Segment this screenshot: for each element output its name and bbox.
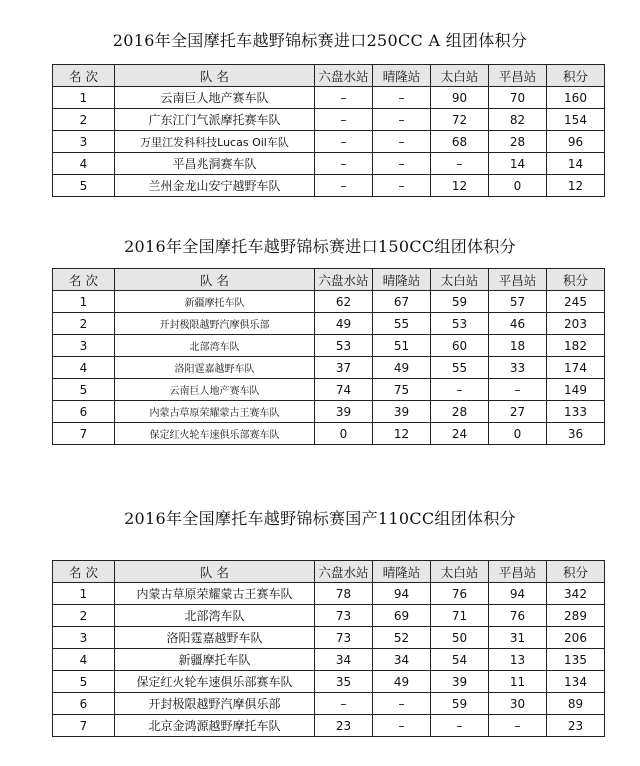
header-rank: 名 次 [53, 269, 115, 291]
table-1-title: 2016年全国摩托车越野锦标赛进口250CC A 组团体积分 [112, 31, 528, 50]
score-cell: 73 [315, 627, 373, 649]
table-row [53, 693, 605, 715]
score-cell: 14 [489, 153, 547, 175]
score-cell: 0 [315, 423, 373, 445]
table-1-header-row [53, 65, 605, 87]
rank-cell: 5 [53, 175, 115, 197]
score-cell: 59 [431, 291, 489, 313]
team-cell: 万里江发科科技Lucas Oil车队 [115, 131, 315, 153]
table-row [53, 671, 605, 693]
score-cell: 12 [431, 175, 489, 197]
table-row [53, 605, 605, 627]
rank-cell: 5 [53, 379, 115, 401]
score-cell: 57 [489, 291, 547, 313]
rank-cell: 1 [53, 583, 115, 605]
header-liupanshui: 六盘水站 [315, 269, 373, 291]
header-taibai: 太白站 [431, 561, 489, 583]
total-cell: 160 [547, 87, 605, 109]
team-cell: 开封极限越野汽摩俱乐部 [115, 313, 315, 335]
score-cell: 55 [431, 357, 489, 379]
score-cell: 74 [315, 379, 373, 401]
team-cell: 兰州金龙山安宁越野车队 [115, 175, 315, 197]
rank-cell: 2 [53, 109, 115, 131]
rank-cell: 5 [53, 671, 115, 693]
team-cell: 开封极限越野汽摩俱乐部 [115, 693, 315, 715]
header-pingchang: 平昌站 [489, 269, 547, 291]
score-cell: 28 [489, 131, 547, 153]
header-taibai: 太白站 [431, 269, 489, 291]
score-cell: 23 [315, 715, 373, 737]
table-row [53, 401, 605, 423]
team-cell: 内蒙古草原荣耀蒙古王赛车队 [115, 401, 315, 423]
header-liupanshui: 六盘水站 [315, 561, 373, 583]
table-row [53, 153, 605, 175]
header-team: 队 名 [115, 561, 315, 583]
team-cell: 新疆摩托车队 [115, 291, 315, 313]
rank-cell: 3 [53, 131, 115, 153]
header-rank: 名 次 [53, 65, 115, 87]
score-cell: 59 [431, 693, 489, 715]
score-cell: 76 [489, 605, 547, 627]
score-cell: 31 [489, 627, 547, 649]
total-cell: 154 [547, 109, 605, 131]
score-cell: 68 [431, 131, 489, 153]
score-cell: – [315, 131, 373, 153]
table-row [53, 87, 605, 109]
score-cell: 34 [315, 649, 373, 671]
score-cell: 90 [431, 87, 489, 109]
rank-cell: 1 [53, 87, 115, 109]
score-cell: 55 [373, 313, 431, 335]
team-cell: 新疆摩托车队 [115, 649, 315, 671]
score-cell: 0 [489, 175, 547, 197]
header-pingchang: 平昌站 [489, 561, 547, 583]
score-cell: 12 [373, 423, 431, 445]
header-qinglong: 晴隆站 [373, 269, 431, 291]
total-cell: 174 [547, 357, 605, 379]
rank-cell: 6 [53, 401, 115, 423]
score-cell: 49 [373, 357, 431, 379]
score-cell: 13 [489, 649, 547, 671]
total-cell: 342 [547, 583, 605, 605]
score-cell: 82 [489, 109, 547, 131]
table-2 [52, 268, 605, 445]
score-cell: – [373, 131, 431, 153]
score-cell: – [431, 715, 489, 737]
score-cell: – [315, 87, 373, 109]
team-cell: 北部湾车队 [115, 605, 315, 627]
score-cell: – [373, 153, 431, 175]
score-cell: 54 [431, 649, 489, 671]
score-cell: 27 [489, 401, 547, 423]
score-cell: 39 [373, 401, 431, 423]
score-cell: 75 [373, 379, 431, 401]
table-row [53, 291, 605, 313]
score-cell: 52 [373, 627, 431, 649]
header-taibai: 太白站 [431, 65, 489, 87]
score-cell: 67 [373, 291, 431, 313]
score-cell: 51 [373, 335, 431, 357]
header-liupanshui: 六盘水站 [315, 65, 373, 87]
table-3 [52, 560, 605, 737]
score-cell: 78 [315, 583, 373, 605]
rank-cell: 4 [53, 153, 115, 175]
header-total: 积分 [547, 65, 605, 87]
header-qinglong: 晴隆站 [373, 65, 431, 87]
rank-cell: 6 [53, 693, 115, 715]
table-row [53, 627, 605, 649]
score-cell: 33 [489, 357, 547, 379]
team-cell: 广东江门气派摩托赛车队 [115, 109, 315, 131]
team-cell: 北京金鸿源越野摩托车队 [115, 715, 315, 737]
total-cell: 133 [547, 401, 605, 423]
header-pingchang: 平昌站 [489, 65, 547, 87]
total-cell: 14 [547, 153, 605, 175]
table-row [53, 131, 605, 153]
score-cell: 39 [431, 671, 489, 693]
score-cell: 71 [431, 605, 489, 627]
score-cell: – [315, 153, 373, 175]
total-cell: 89 [547, 693, 605, 715]
team-cell: 云南巨人地产赛车队 [115, 379, 315, 401]
header-qinglong: 晴隆站 [373, 561, 431, 583]
total-cell: 245 [547, 291, 605, 313]
table-row [53, 313, 605, 335]
score-cell: 70 [489, 87, 547, 109]
team-cell: 北部湾车队 [115, 335, 315, 357]
total-cell: 23 [547, 715, 605, 737]
table-row [53, 109, 605, 131]
score-cell: 50 [431, 627, 489, 649]
rank-cell: 7 [53, 715, 115, 737]
table-row [53, 715, 605, 737]
score-cell: 28 [431, 401, 489, 423]
table-row [53, 335, 605, 357]
score-cell: 39 [315, 401, 373, 423]
table-2-header-row [53, 269, 605, 291]
team-cell: 内蒙古草原荣耀蒙古王赛车队 [115, 583, 315, 605]
table-3-header-row [53, 561, 605, 583]
team-cell: 洛阳霆嘉越野车队 [115, 627, 315, 649]
header-total: 积分 [547, 561, 605, 583]
rank-cell: 1 [53, 291, 115, 313]
rank-cell: 3 [53, 627, 115, 649]
score-cell: 49 [315, 313, 373, 335]
rank-cell: 7 [53, 423, 115, 445]
rank-cell: 4 [53, 649, 115, 671]
total-cell: 12 [547, 175, 605, 197]
total-cell: 206 [547, 627, 605, 649]
score-cell: – [431, 379, 489, 401]
score-cell: – [373, 715, 431, 737]
score-cell: 69 [373, 605, 431, 627]
header-team: 队 名 [115, 269, 315, 291]
table-2-title: 2016年全国摩托车越野锦标赛进口150CC组团体积分 [124, 237, 516, 256]
score-cell: 35 [315, 671, 373, 693]
score-cell: 53 [431, 313, 489, 335]
score-cell: – [431, 153, 489, 175]
score-cell: 76 [431, 583, 489, 605]
score-cell: 18 [489, 335, 547, 357]
score-cell: – [315, 109, 373, 131]
rank-cell: 2 [53, 313, 115, 335]
score-cell: 0 [489, 423, 547, 445]
team-cell: 保定红火轮车速俱乐部赛车队 [115, 423, 315, 445]
team-cell: 平昌兆洞赛车队 [115, 153, 315, 175]
score-cell: – [489, 379, 547, 401]
table-row [53, 423, 605, 445]
score-cell: – [373, 175, 431, 197]
score-cell: 34 [373, 649, 431, 671]
score-cell: 49 [373, 671, 431, 693]
score-cell: 60 [431, 335, 489, 357]
score-cell: – [489, 715, 547, 737]
total-cell: 96 [547, 131, 605, 153]
total-cell: 134 [547, 671, 605, 693]
score-cell: 72 [431, 109, 489, 131]
header-rank: 名 次 [53, 561, 115, 583]
rank-cell: 4 [53, 357, 115, 379]
score-cell: – [315, 175, 373, 197]
table-row [53, 175, 605, 197]
table-3-title: 2016年全国摩托车越野锦标赛国产110CC组团体积分 [124, 509, 516, 528]
score-cell: – [373, 87, 431, 109]
rank-cell: 2 [53, 605, 115, 627]
team-cell: 云南巨人地产赛车队 [115, 87, 315, 109]
score-cell: – [373, 109, 431, 131]
total-cell: 203 [547, 313, 605, 335]
header-total: 积分 [547, 269, 605, 291]
score-cell: 94 [489, 583, 547, 605]
score-cell: 11 [489, 671, 547, 693]
total-cell: 135 [547, 649, 605, 671]
total-cell: 149 [547, 379, 605, 401]
table-row [53, 357, 605, 379]
header-team: 队 名 [115, 65, 315, 87]
total-cell: 36 [547, 423, 605, 445]
total-cell: 182 [547, 335, 605, 357]
table-row [53, 583, 605, 605]
score-cell: 73 [315, 605, 373, 627]
table-row [53, 379, 605, 401]
score-cell: 94 [373, 583, 431, 605]
table-row [53, 649, 605, 671]
team-cell: 洛阳霆嘉越野车队 [115, 357, 315, 379]
rank-cell: 3 [53, 335, 115, 357]
team-cell: 保定红火轮车速俱乐部赛车队 [115, 671, 315, 693]
score-cell: 62 [315, 291, 373, 313]
total-cell: 289 [547, 605, 605, 627]
table-1 [52, 64, 605, 197]
score-cell: 37 [315, 357, 373, 379]
score-cell: 24 [431, 423, 489, 445]
score-cell: – [373, 693, 431, 715]
score-cell: 30 [489, 693, 547, 715]
score-cell: – [315, 693, 373, 715]
score-cell: 46 [489, 313, 547, 335]
score-cell: 53 [315, 335, 373, 357]
